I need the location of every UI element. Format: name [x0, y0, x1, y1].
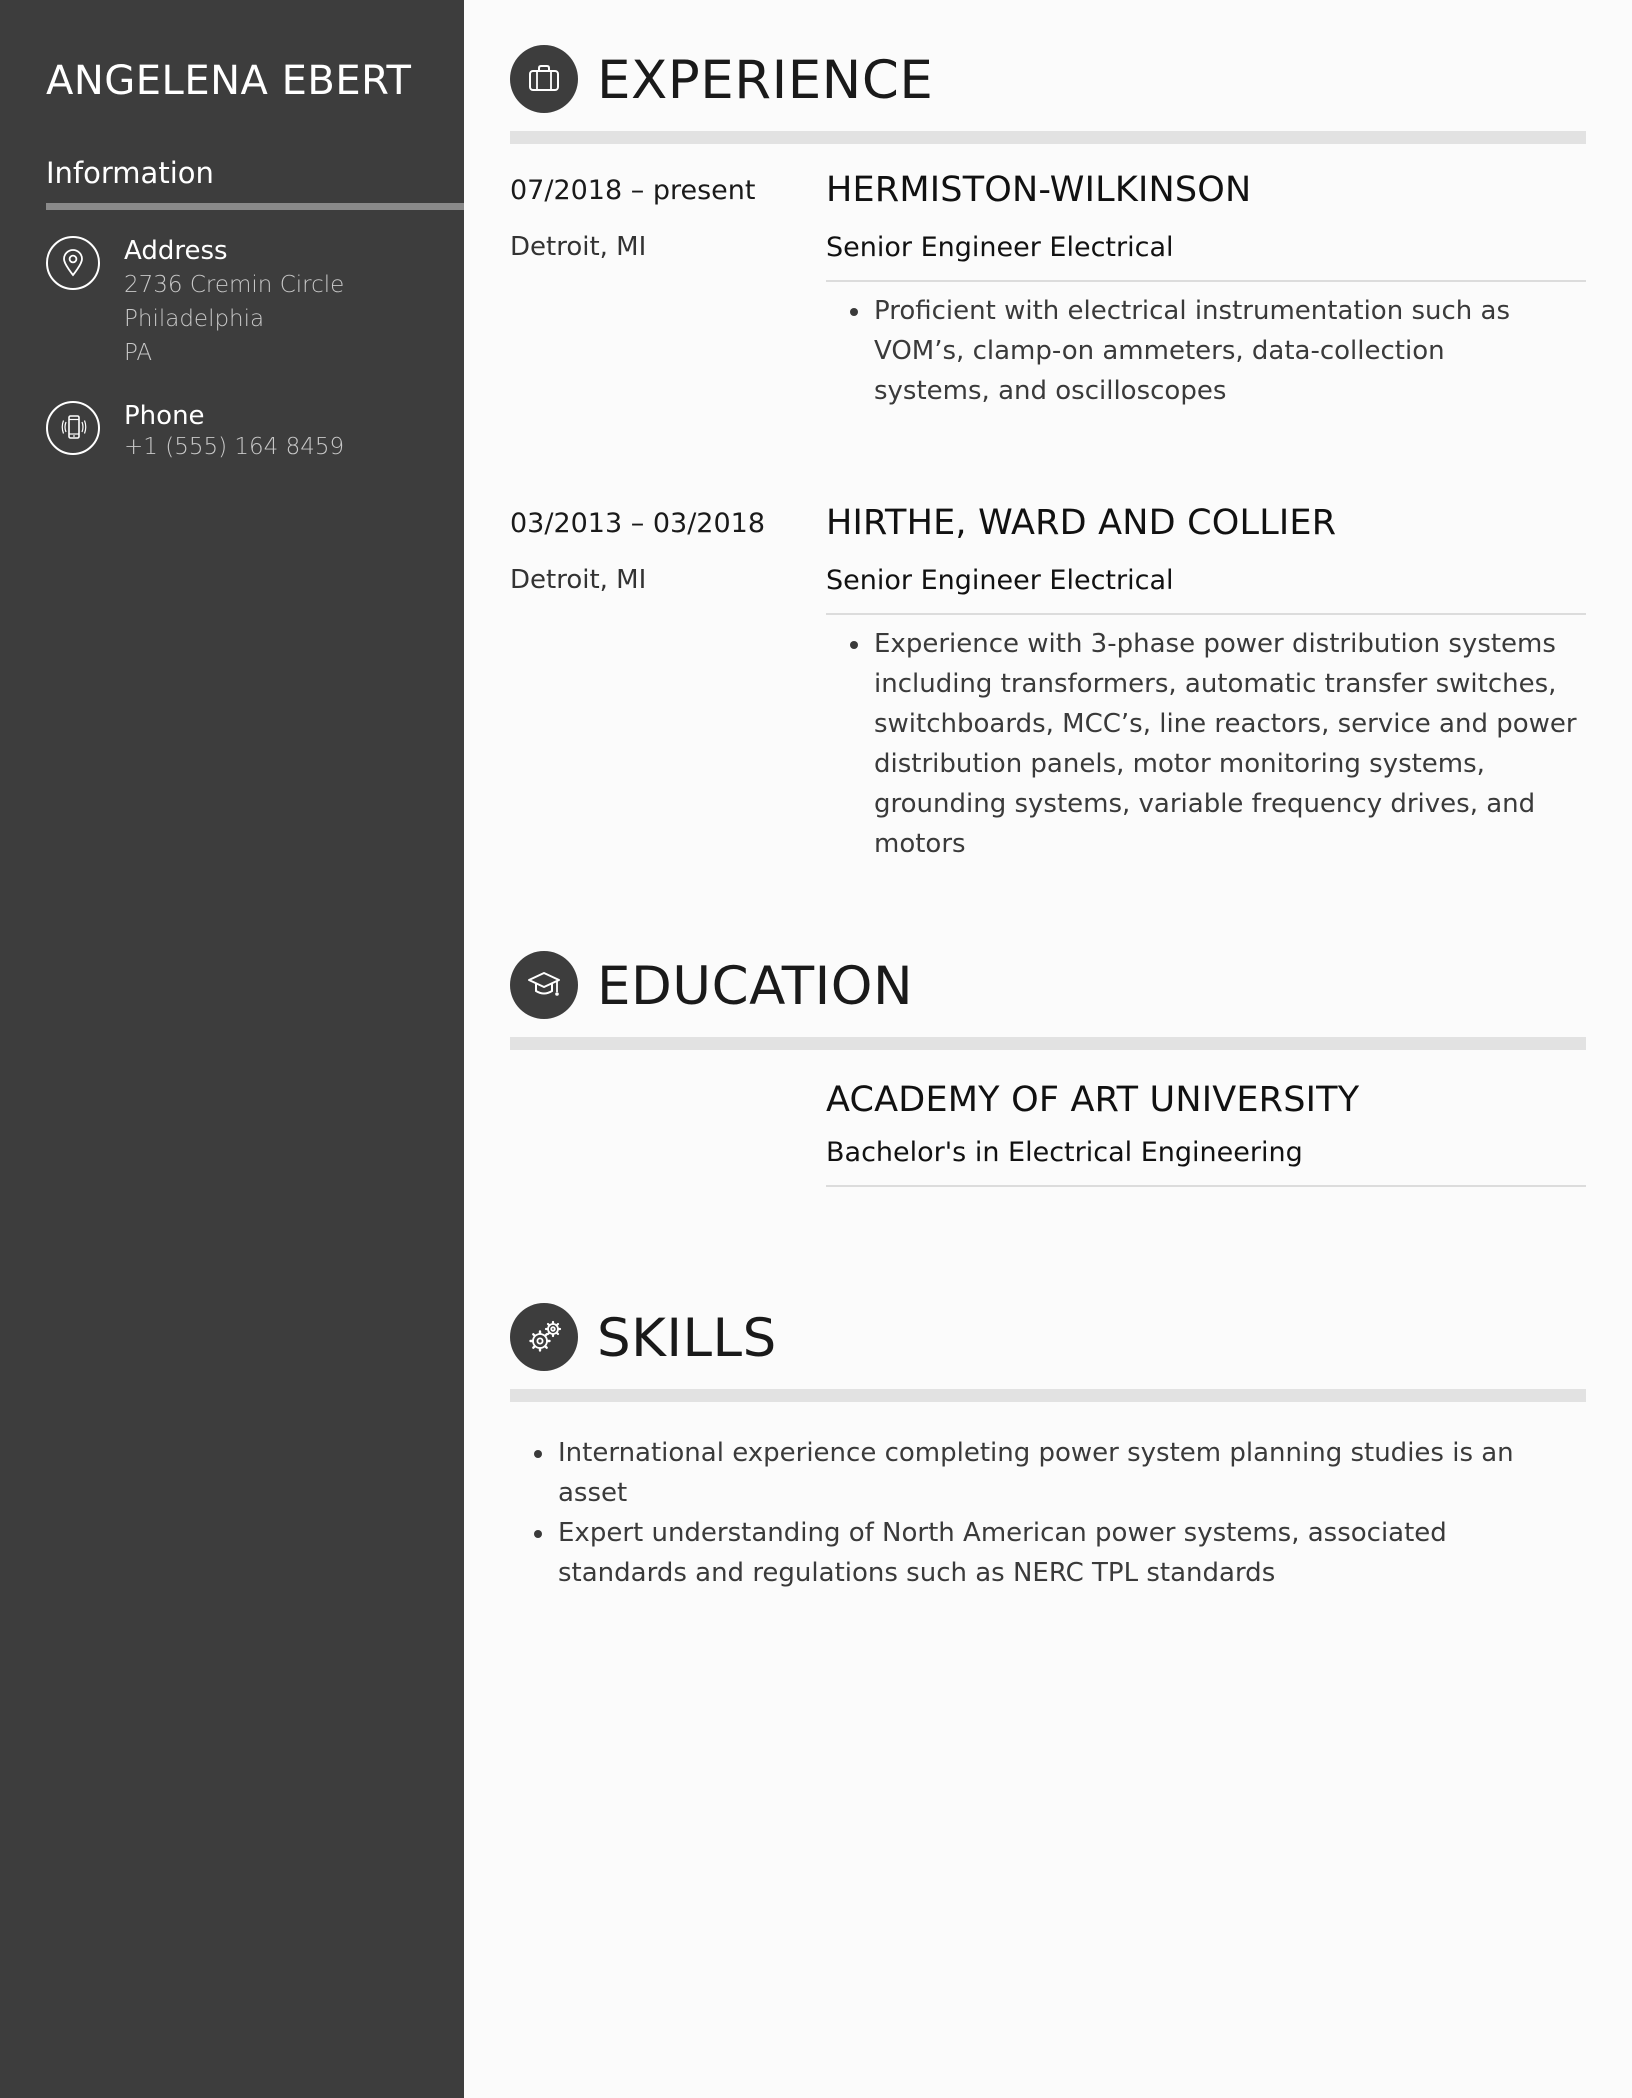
briefcase-icon — [510, 45, 578, 113]
job-role: Senior Engineer Electrical — [826, 565, 1174, 596]
job-company: HIRTHE, WARD AND COLLIER — [826, 503, 1337, 543]
job-dates: 07/2018 – present — [510, 175, 756, 206]
job-divider — [826, 280, 1586, 282]
degree: Bachelor's in Electrical Engineering — [826, 1137, 1303, 1168]
information-divider — [46, 203, 464, 210]
education-divider — [510, 1037, 1586, 1050]
address-label: Address — [124, 236, 228, 266]
job-bullets — [826, 291, 1566, 411]
education-title: EDUCATION — [597, 956, 914, 1017]
job-dates: 03/2013 – 03/2018 — [510, 508, 765, 539]
experience-title: EXPERIENCE — [597, 50, 934, 111]
address-line-state: PA — [124, 340, 153, 366]
job-role: Senior Engineer Electrical — [826, 232, 1174, 263]
graduation-cap-icon — [510, 951, 578, 1019]
gears-icon — [510, 1303, 578, 1371]
address-line-city: Philadelphia — [124, 306, 265, 332]
skills-divider — [510, 1389, 1586, 1402]
phone-label: Phone — [124, 401, 205, 431]
phone-number: +1 (555) 164 8459 — [124, 434, 345, 460]
person-name: ANGELENA EBERT — [46, 58, 412, 104]
job-bullet: Experience with 3-phase power distribution systems including transformers, automatic transfer switches, switchboards, MCC’s, line reactors, service and power distribution panels, motor monitoring systems, grounding systems, variable frequency drives, and motors — [826, 624, 1586, 864]
information-heading: Information — [46, 156, 214, 190]
job-location: Detroit, MI — [510, 232, 647, 262]
job-company: HERMISTON-WILKINSON — [826, 170, 1252, 210]
job-location: Detroit, MI — [510, 565, 647, 595]
skills-list — [510, 1433, 1570, 1593]
job-bullets — [826, 624, 1586, 864]
experience-divider — [510, 131, 1586, 144]
job-divider — [826, 613, 1586, 615]
education-entry-divider — [826, 1185, 1586, 1187]
skills-title: SKILLS — [597, 1308, 777, 1369]
location-pin-icon — [46, 236, 100, 290]
sidebar — [0, 0, 464, 2098]
skill-item: International experience completing power system planning studies is an asset — [510, 1433, 1570, 1513]
address-line-street: 2736 Cremin Circle — [124, 272, 345, 298]
school-name: ACADEMY OF ART UNIVERSITY — [826, 1080, 1360, 1120]
phone-icon — [46, 401, 100, 455]
job-bullet: Proficient with electrical instrumentation such as VOM’s, clamp-on ammeters, data-collection systems, and oscilloscopes — [826, 291, 1566, 411]
skill-item: Expert understanding of North American power systems, associated standards and regulations such as NERC TPL standards — [510, 1513, 1570, 1593]
